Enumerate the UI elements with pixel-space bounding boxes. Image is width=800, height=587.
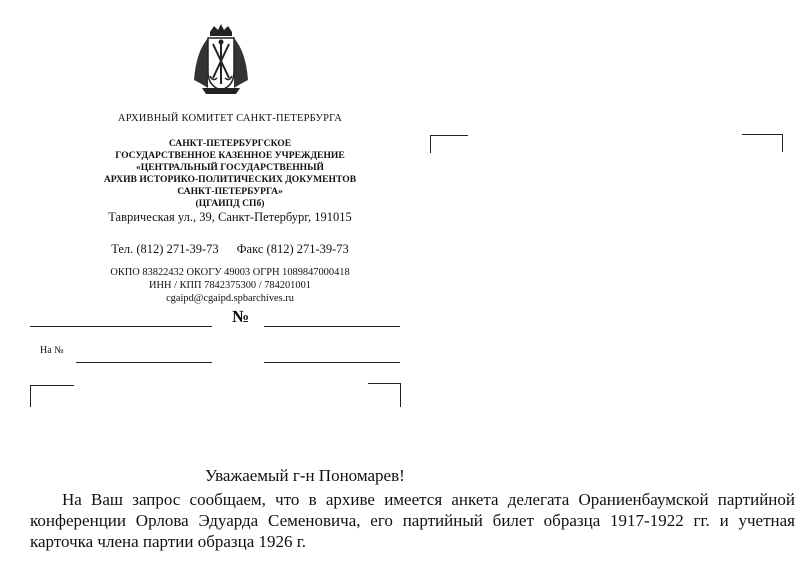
reference-label: На № [40,345,64,356]
committee-name: АРХИВНЫЙ КОМИТЕТ САНКТ-ПЕТЕРБУРГА [117,113,343,124]
bracket-top-right [368,383,400,384]
email-address: cgaipd@cgaipd.spbarchives.ru [166,293,294,304]
institution-line: САНКТ-ПЕТЕРБУРГСКОЕ [168,138,292,149]
date-line [30,326,212,327]
letter-body: На Ваш запрос сообщаем, что в архиве имеется анкета делегата Ораниенбаумской партийной конференции Орлова Эдуарда Семеновича, его партийный билет образца 1917-1922 гг. и учетная карточка члена партии образца 1926 г. [30,490,795,551]
reference-date-line [76,362,212,363]
codes-line: ОКПО 83822432 ОКОГУ 49003 ОГРН 1089847000418 [110,267,350,278]
institution-line: АРХИВ ИСТОРИКО-ПОЛИТИЧЕСКИХ ДОКУМЕНТОВ [103,174,357,185]
phone-number: Тел. (812) 271-39-73 [111,242,219,256]
salutation: Уважаемый г-н Пономарев! [205,466,405,485]
fax-number: Факс (812) 271-39-73 [236,242,349,256]
bracket-top-right-vertical [400,383,401,407]
bracket-top-left [30,385,74,386]
reference-number-line [264,362,400,363]
addressee-bracket-left [430,135,468,136]
coat-of-arms-icon [188,22,254,96]
contact-phones [30,242,430,257]
addressee-bracket-left-vertical [430,135,431,153]
institution-line: САНКТ-ПЕТЕРБУРГА» [177,186,283,197]
number-sign: № [232,307,250,326]
number-line [264,326,400,327]
address: Таврическая ул., 39, Санкт-Петербург, 191015 [108,210,352,224]
institution-line: «ЦЕНТРАЛЬНЫЙ ГОСУДАРСТВЕННЫЙ [135,162,325,173]
codes-line: ИНН / КПП 7842375300 / 784201001 [149,280,311,291]
institution-line: ГОСУДАРСТВЕННОЕ КАЗЕННОЕ УЧРЕЖДЕНИЕ [115,150,345,161]
institution-name [30,138,430,210]
addressee-bracket-right [742,134,782,135]
registration-codes [30,266,430,305]
institution-line: (ЦГАИПД СПб) [195,198,265,209]
bracket-top-left-vertical [30,385,31,407]
addressee-bracket-right-vertical [782,134,783,152]
